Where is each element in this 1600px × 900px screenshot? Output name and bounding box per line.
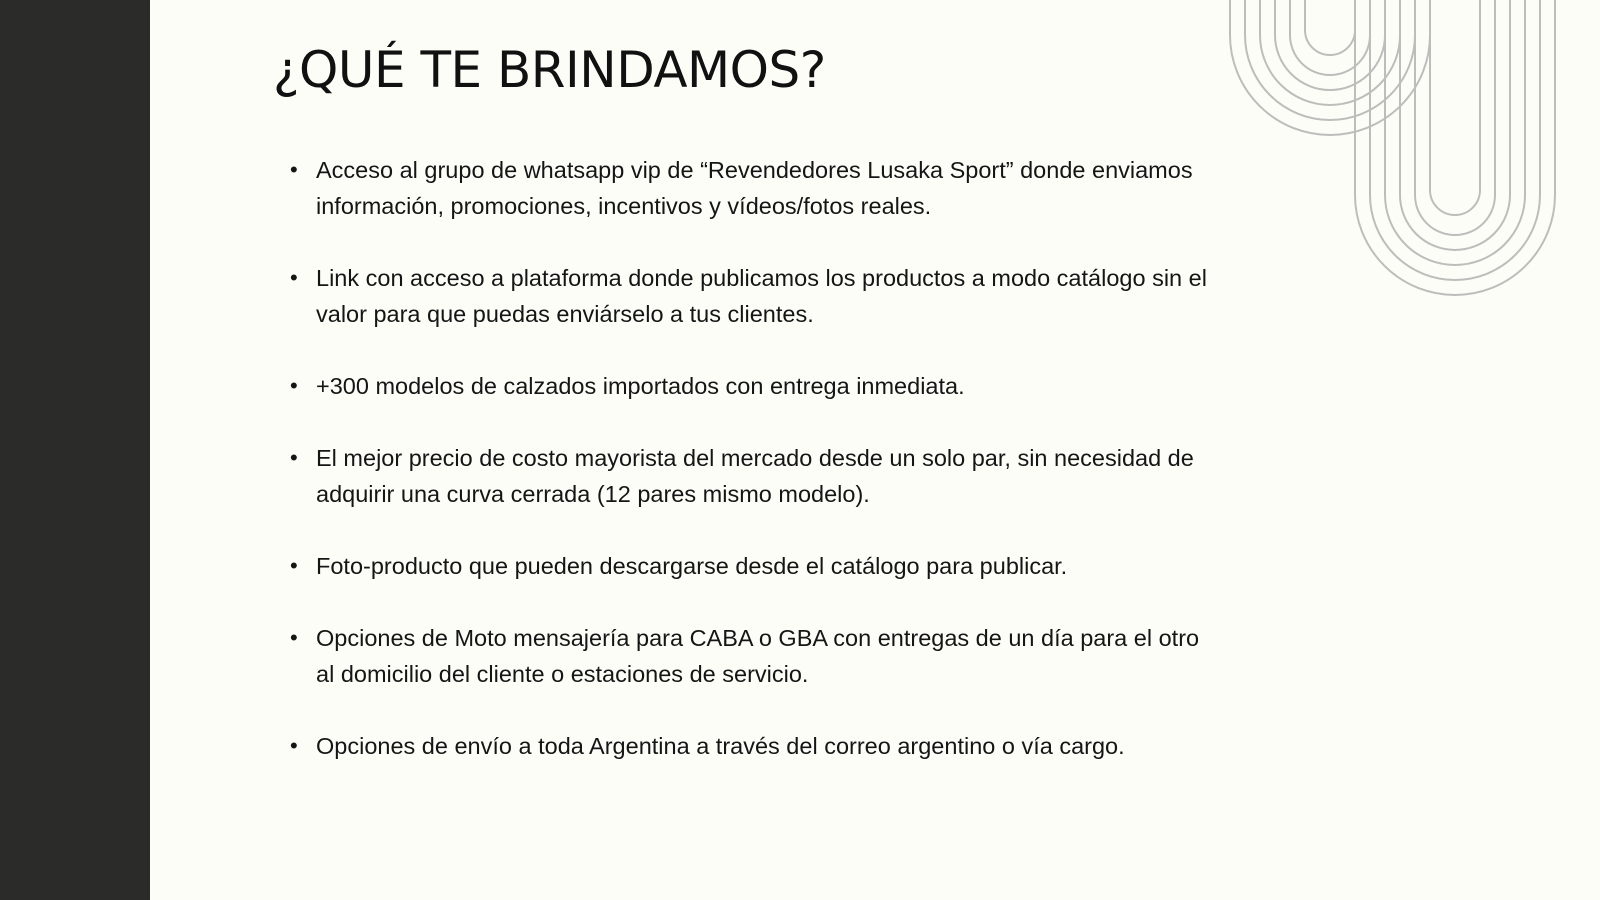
benefits-list (290, 152, 1210, 800)
list-item: • Acceso al grupo de whatsapp vip de “Revendedores Lusaka Sport” donde enviamos información, promociones, incentivos y vídeos/fotos reales. (290, 152, 1210, 224)
list-item: • Foto-producto que pueden descargarse desde el catálogo para publicar. (290, 548, 1210, 584)
list-item: • El mejor precio de costo mayorista del mercado desde un solo par, sin necesidad de adquirir una curva cerrada (12 pares mismo modelo). (290, 440, 1210, 512)
arch-lines-decoration (1220, 0, 1560, 310)
list-item: • +300 modelos de calzados importados con entrega inmediata. (290, 368, 1210, 404)
list-item: • Link con acceso a plataforma donde publicamos los productos a modo catálogo sin el valor para que puedas enviárselo a tus clientes. (290, 260, 1210, 332)
list-item: • Opciones de envío a toda Argentina a través del correo argentino o vía cargo. (290, 728, 1210, 764)
dark-side-bar (0, 0, 150, 900)
list-item: • Opciones de Moto mensajería para CABA o GBA con entregas de un día para el otro al domicilio del cliente o estaciones de servicio. (290, 620, 1210, 692)
slide-title: ¿QUÉ TE BRINDAMOS? (273, 41, 826, 99)
